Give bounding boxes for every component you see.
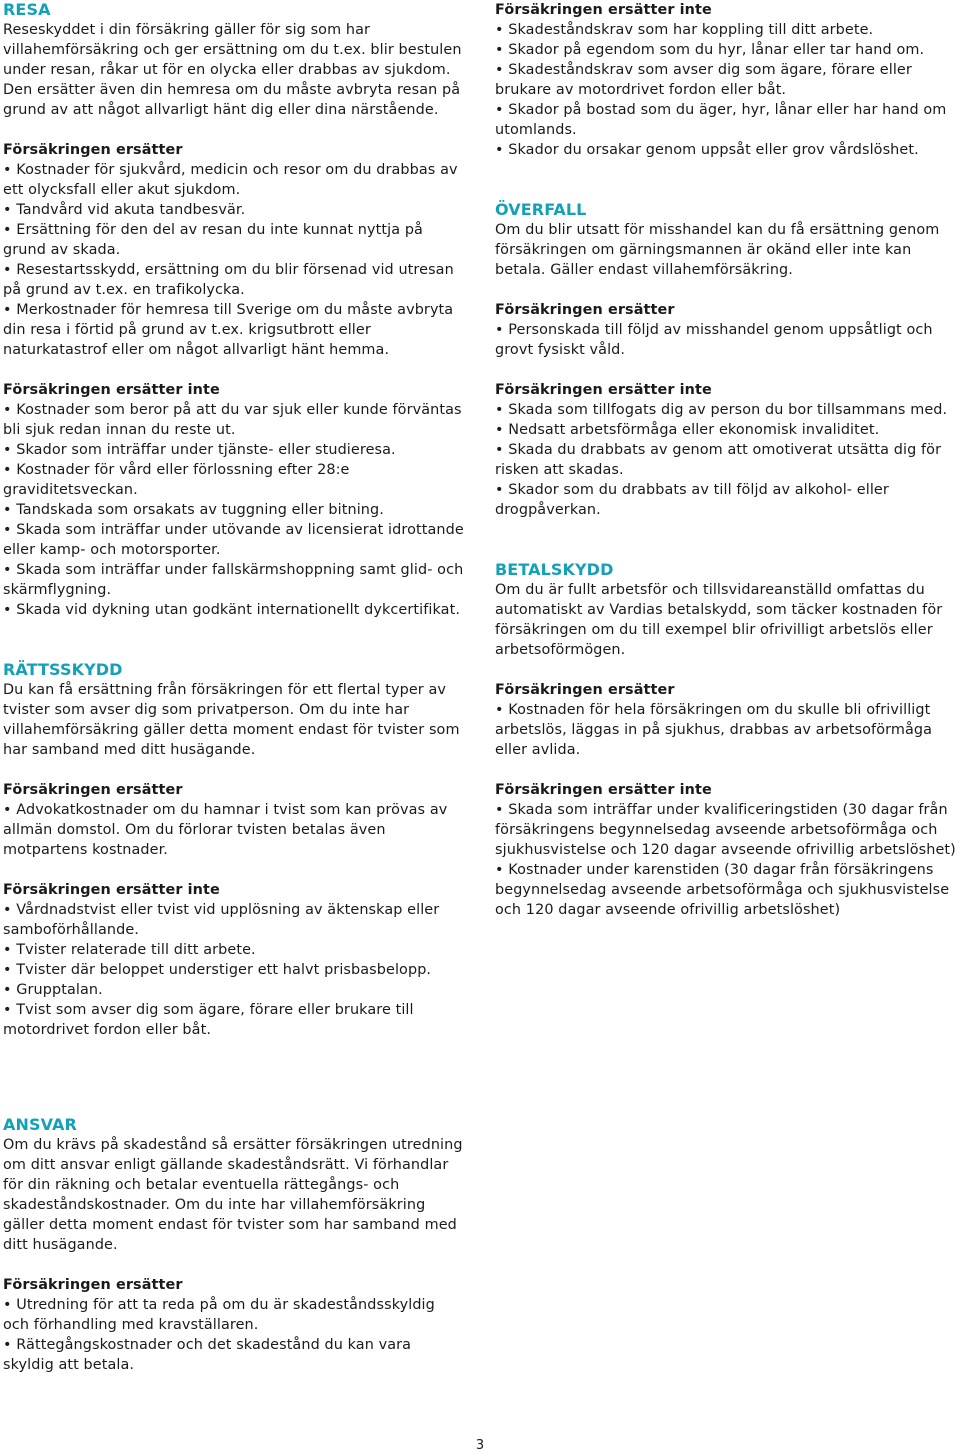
overfall-intro: Om du blir utsatt för misshandel kan du få ersättning genom försäkringen om gärningsmannen är okänd eller inte kan betala. Gäller endast villahemförsäkring. — [495, 222, 940, 278]
betalskydd-excludes-label: Försäkringen ersätter inte — [495, 782, 712, 798]
list-item: • Skadeståndskrav som har koppling till ditt arbete. — [495, 20, 957, 40]
list-item: • Kostnader för sjukvård, medicin och resor om du drabbas av ett olycksfall eller akut sjukdom. — [3, 160, 465, 200]
resa-excludes-label: Försäkringen ersätter inte — [3, 382, 220, 398]
list-item: • Utredning för att ta reda på om du är skadeståndsskyldig och förhandling med kravställaren. — [3, 1295, 465, 1335]
list-item: • Advokatkostnader om du hamnar i tvist som kan prövas av allmän domstol. Om du förlorar tvisten betalas även motpartens kostnader. — [3, 800, 465, 860]
list-item: • Tandvård vid akuta tandbesvär. — [3, 200, 465, 220]
list-item: • Rättegångskostnader och det skadestånd du kan vara skyldig att betala. — [3, 1335, 465, 1375]
resa-excludes-list — [3, 400, 465, 620]
resa-covers-label: Försäkringen ersätter — [3, 142, 183, 158]
list-item: • Nedsatt arbetsförmåga eller ekonomisk invaliditet. — [495, 420, 957, 440]
list-item: • Skador på egendom som du hyr, lånar eller tar hand om. — [495, 40, 957, 60]
ansvar-section — [3, 1115, 465, 1375]
left-column — [3, 0, 465, 1040]
list-item: • Skada vid dykning utan godkänt internationellt dykcertifikat. — [3, 600, 465, 620]
rattsskydd-excludes-list — [3, 900, 465, 1040]
betalskydd-covers-label: Försäkringen ersätter — [495, 682, 675, 698]
list-item: • Skador som du drabbats av till följd av alkohol- eller drogpåverkan. — [495, 480, 957, 520]
resa-covers-list — [3, 160, 465, 360]
list-item: • Skador du orsakar genom uppsåt eller grov vårdslöshet. — [495, 140, 957, 160]
list-item: • Tvist som avser dig som ägare, förare eller brukare till motordrivet fordon eller båt. — [3, 1000, 465, 1040]
list-item: • Tandskada som orsakats av tuggning eller bitning. — [3, 500, 465, 520]
list-item: • Skada som inträffar under fallskärmshoppning samt glid- och skärmflygning. — [3, 560, 465, 600]
rattsskydd-covers-label: Försäkringen ersätter — [3, 782, 183, 798]
list-item: • Resestartsskydd, ersättning om du blir försenad vid utresan på grund av t.ex. en trafikolycka. — [3, 260, 465, 300]
overfall-heading: ÖVERFALL — [495, 200, 587, 219]
ansvar-intro: Om du krävs på skadestånd så ersätter försäkringen utredning om ditt ansvar enligt gällande skadeståndsrätt. Vi förhandlar för din räkning och betalar eventuella rättegångs- och skadeståndskostnader. Om du inte har villahemförsäkring gäller detta moment endast för tvister som har samband med ditt husägande. — [3, 1137, 463, 1253]
list-item: • Merkostnader för hemresa till Sverige om du måste avbryta din resa i förtid på grund av t.ex. krigsutbrott eller naturkatastrof eller om något allvarligt hänt hemma. — [3, 300, 465, 360]
list-item: • Ersättning för den del av resan du inte kunnat nyttja på grund av skada. — [3, 220, 465, 260]
list-item: • Tvister relaterade till ditt arbete. — [3, 940, 465, 960]
resa-intro: Reseskyddet i din försäkring gäller för sig som har villahemförsäkring och ger ersättning om du t.ex. blir bestulen under resan, råkar ut för en olycka eller drabbas av sjukdom. Den ersätter även din hemresa om du måste avbryta resan på grund av att något allvarligt hänt dig eller dina närstående. — [3, 22, 462, 118]
list-item: • Grupptalan. — [3, 980, 465, 1000]
list-item: • Skada som tillfogats dig av person du bor tillsammans med. — [495, 400, 957, 420]
overfall-excludes-label: Försäkringen ersätter inte — [495, 382, 712, 398]
overfall-excludes-list — [495, 400, 957, 520]
betalskydd-covers-list — [495, 700, 957, 760]
betalskydd-excludes-list — [495, 800, 957, 920]
rattsskydd-excludes-label: Försäkringen ersätter inte — [3, 882, 220, 898]
list-item: • Kostnader som beror på att du var sjuk eller kunde förväntas bli sjuk redan innan du reste ut. — [3, 400, 465, 440]
list-item: • Tvister där beloppet understiger ett halvt prisbasbelopp. — [3, 960, 465, 980]
list-item: • Skador på bostad som du äger, hyr, lånar eller har hand om utomlands. — [495, 100, 957, 140]
list-item: • Skador som inträffar under tjänste- eller studieresa. — [3, 440, 465, 460]
overfall-covers-list — [495, 320, 957, 360]
list-item: • Kostnader för vård eller förlossning efter 28:e graviditetsveckan. — [3, 460, 465, 500]
rattsskydd-heading: RÄTTSSKYDD — [3, 660, 123, 679]
list-item: • Vårdnadstvist eller tvist vid upplösning av äktenskap eller samboförhållande. — [3, 900, 465, 940]
list-item: • Skada du drabbats av genom att omotiverat utsätta dig för risken att skadas. — [495, 440, 957, 480]
betalskydd-heading: BETALSKYDD — [495, 560, 614, 579]
ansvar-covers-list — [3, 1295, 465, 1375]
right-column — [495, 0, 957, 920]
page-number: 3 — [475, 1438, 485, 1453]
list-item: • Skada som inträffar under utövande av licensierat idrottande eller kamp- och motorsporter. — [3, 520, 465, 560]
rattsskydd-covers-list — [3, 800, 465, 860]
list-item: • Kostnaden för hela försäkringen om du skulle bli ofrivilligt arbetslös, läggas in på sjukhus, drabbas av arbetsoförmåga eller avlida. — [495, 700, 957, 760]
list-item: • Personskada till följd av misshandel genom uppsåtligt och grovt fysiskt våld. — [495, 320, 957, 360]
resa-heading: RESA — [3, 0, 51, 19]
overfall-covers-label: Försäkringen ersätter — [495, 302, 675, 318]
ansvar-excludes-list — [495, 20, 957, 160]
rattsskydd-intro: Du kan få ersättning från försäkringen för ett flertal typer av tvister som avser dig som privatperson. Om du inte har villahemförsäkring gäller detta moment endast för tvister som har samband med ditt husägande. — [3, 682, 460, 758]
ansvar-excludes-label: Försäkringen ersätter inte — [495, 2, 712, 18]
betalskydd-intro: Om du är fullt arbetsför och tillsvidareanställd omfattas du automatiskt av Vardias betalskydd, som täcker kostnaden för försäkringen om du till exempel blir ofrivilligt arbetslös eller arbetsoförmögen. — [495, 582, 943, 658]
list-item: • Skada som inträffar under kvalificeringstiden (30 dagar från försäkringens begynnelsedag avseende arbetsoförmåga och sjukhusvistelse och 120 dagar avseende ofrivillig arbetslöshet) — [495, 800, 957, 860]
ansvar-covers-label: Försäkringen ersätter — [3, 1277, 183, 1293]
list-item: • Kostnader under karenstiden (30 dagar från försäkringens begynnelsedag avseende arbetsoförmåga och sjukhusvistelse och 120 dagar avseende ofrivillig arbetslöshet) — [495, 860, 957, 920]
ansvar-heading: ANSVAR — [3, 1115, 77, 1134]
list-item: • Skadeståndskrav som avser dig som ägare, förare eller brukare av motordrivet fordon eller båt. — [495, 60, 957, 100]
